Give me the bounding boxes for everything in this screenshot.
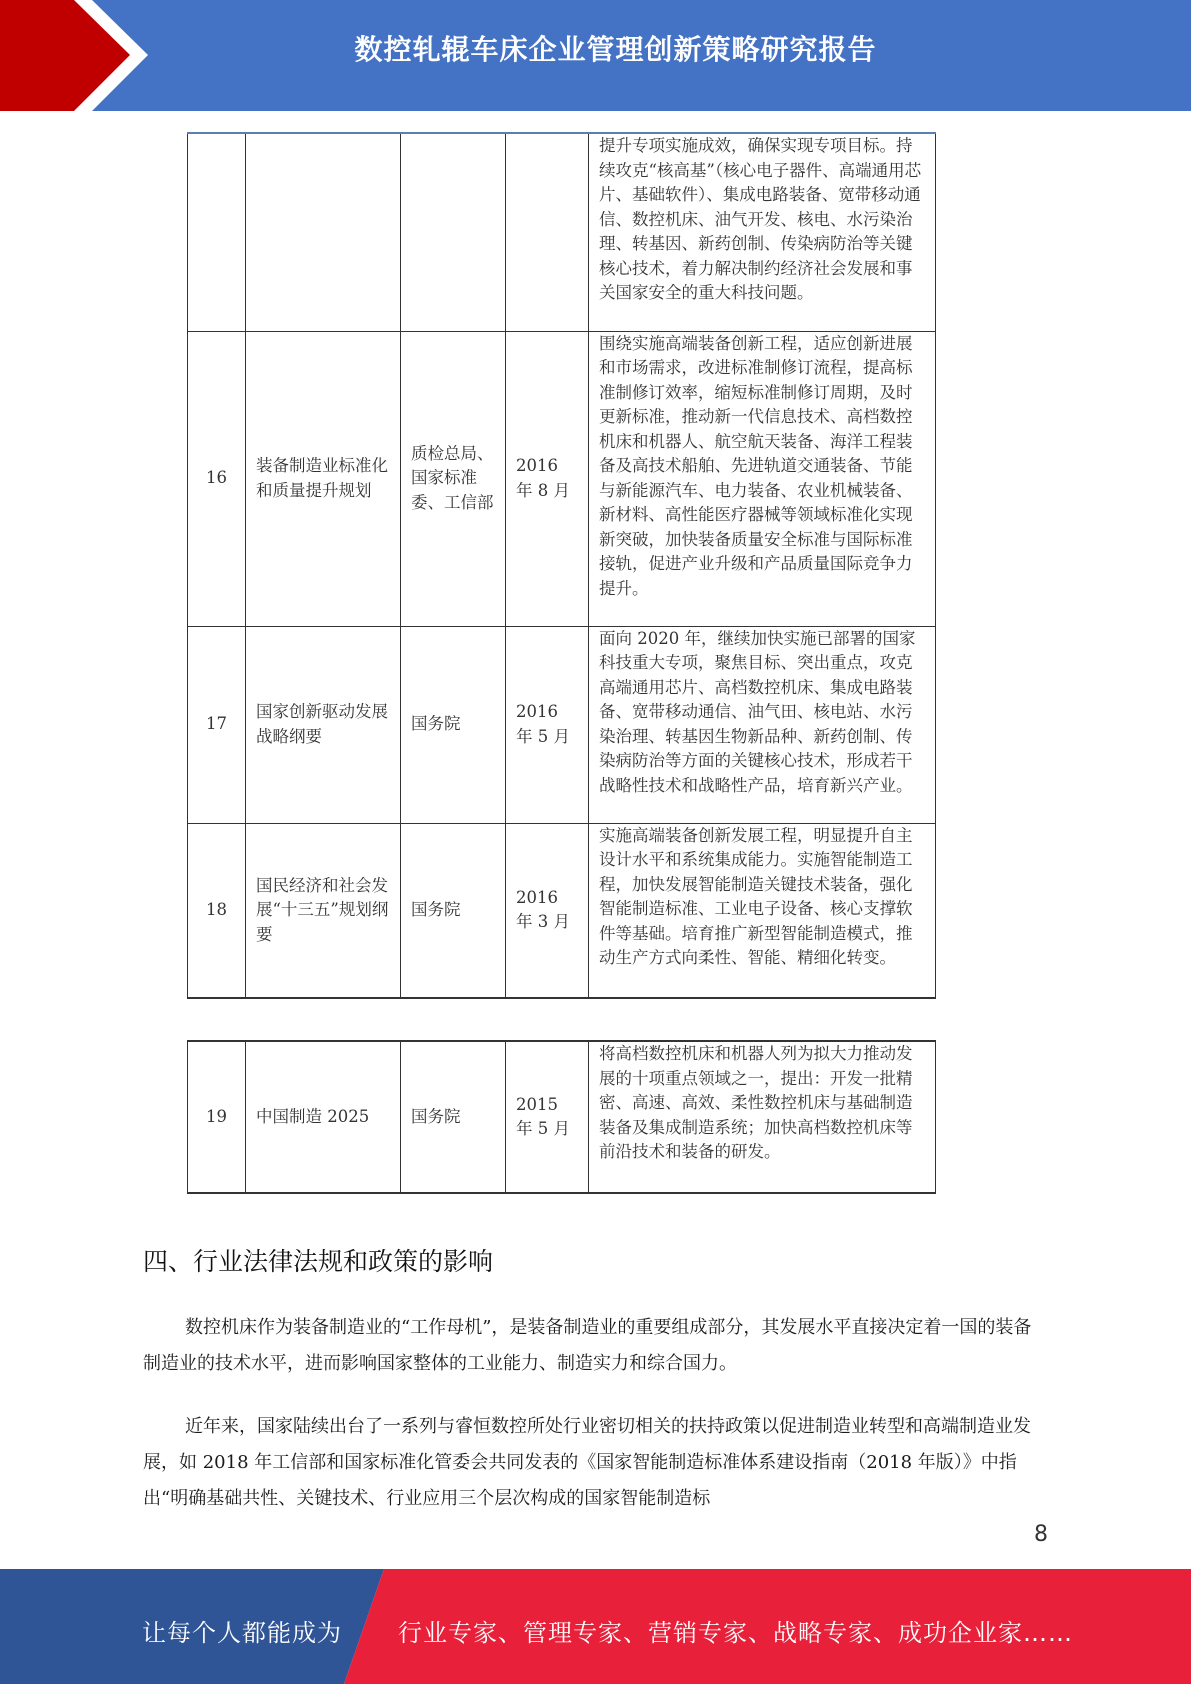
footer-slogan-right: 行业专家、管理专家、营销专家、战略专家、成功企业家…… <box>398 1619 1073 1647</box>
policy-name: 中国制造 2025 <box>246 1041 401 1193</box>
policy-name <box>246 133 401 331</box>
row-number: 17 <box>188 626 246 823</box>
table-row <box>188 133 936 331</box>
table-row <box>188 331 936 626</box>
issuing-body: 国务院 <box>401 626 506 823</box>
page-number: 8 <box>1034 1522 1048 1547</box>
policy-content: 将高档数控机床和机器人列为拟大力推动发展的十项重点领域之一，提出：开发一批精密、高速、高效、柔性数控机床与基础制造装备及集成制造系统；加快高档数控机床等前沿技术和装备的研发。 <box>589 1041 936 1193</box>
page-header <box>0 0 1191 111</box>
policy-content: 提升专项实施成效，确保实现专项目标。持续攻克“核高基”（核心电子器件、高端通用芯片、基础软件）、集成电路装备、宽带移动通信、数控机床、油气开发、核电、水污染治理、转基因、新药创制、传染病防治等关键核心技术，着力解决制约经济社会发展和事关国家安全的重大科技问题。 <box>589 133 936 331</box>
row-number: 18 <box>188 823 246 998</box>
row-number: 16 <box>188 331 246 626</box>
issue-date: 2016 年 8 月 <box>506 331 589 626</box>
issuing-body: 国务院 <box>401 823 506 998</box>
issue-date: 2016 年 3 月 <box>506 823 589 998</box>
issuing-body: 国务院 <box>401 1041 506 1193</box>
issuing-body: 质检总局、国家标准委、工信部 <box>401 331 506 626</box>
body-paragraph: 数控机床作为装备制造业的“工作母机”，是装备制造业的重要组成部分，其发展水平直接决定着一国的装备制造业的技术水平，进而影响国家整体的工业能力、制造实力和综合国力。 <box>143 1317 1032 1374</box>
report-title: 数控轧辊车床企业管理创新策略研究报告 <box>354 33 877 66</box>
issue-date: 2016 年 5 月 <box>506 626 589 823</box>
table-row <box>188 1041 936 1193</box>
page-footer <box>0 1569 1191 1684</box>
policy-table <box>187 1040 936 1194</box>
row-number <box>188 133 246 331</box>
section-heading: 四、行业法律法规和政策的影响 <box>143 1247 494 1276</box>
row-number: 19 <box>188 1041 246 1193</box>
issue-date <box>506 133 589 331</box>
body-paragraph: 近年来，国家陆续出台了一系列与睿恒数控所处行业密切相关的扶持政策以促进制造业转型和高端制造业发展，如 2018 年工信部和国家标准化管委会共同发表的《国家智能制造标准体系建设指南（2018 年版）》中指出“明确基础共性、关键技术、行业应用三个层次构成的国家智能制造标 <box>143 1416 1031 1509</box>
footer-slogan-left: 让每个人都能成为 <box>142 1619 342 1647</box>
table-row <box>188 823 936 998</box>
table-row <box>188 626 936 823</box>
policy-content: 实施高端装备创新发展工程，明显提升自主设计水平和系统集成能力。实施智能制造工程，加快发展智能制造关键技术装备，强化智能制造标准、工业电子设备、核心支撑软件等基础。培育推广新型智能制造模式，推动生产方式向柔性、智能、精细化转变。 <box>589 823 936 998</box>
policy-table <box>187 132 936 999</box>
policy-content: 围绕实施高端装备创新工程，适应创新进展和市场需求，改进标准制修订流程，提高标准制修订效率，缩短标准制修订周期，及时更新标准，推动新一代信息技术、高档数控机床和机器人、航空航天装备、海洋工程装备及高技术船舶、先进轨道交通装备、节能与新能源汽车、电力装备、农业机械装备、新材料、高性能医疗器械等领域标准化实现新突破，加快装备质量安全标准与国际标准接轨，促进产业升级和产品质量国际竞争力提升。 <box>589 331 936 626</box>
policy-name: 国家创新驱动发展战略纲要 <box>246 626 401 823</box>
issuing-body <box>401 133 506 331</box>
policy-name: 国民经济和社会发展“十三五”规划纲要 <box>246 823 401 998</box>
issue-date: 2015 年 5 月 <box>506 1041 589 1193</box>
policy-name: 装备制造业标准化和质量提升规划 <box>246 331 401 626</box>
policy-content: 面向 2020 年，继续加快实施已部署的国家科技重大专项，聚焦目标、突出重点，攻克高端通用芯片、高档数控机床、集成电路装备、宽带移动通信、油气田、核电站、水污染治理、转基因生物新品种、新药创制、传染病防治等方面的关键核心技术，形成若干战略性技术和战略性产品，培育新兴产业。 <box>589 626 936 823</box>
